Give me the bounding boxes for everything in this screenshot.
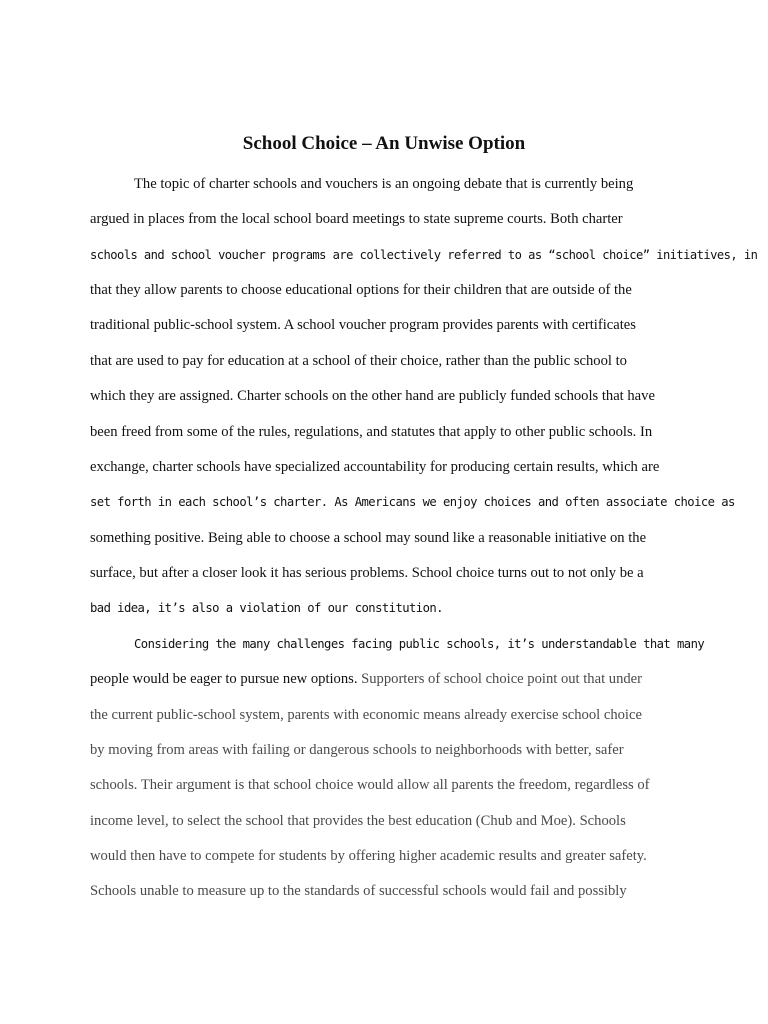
paragraph-1-line-1: The topic of charter schools and vouchers is an ongoing debate that is currently being — [134, 176, 634, 192]
paragraph-2-line-5: schools. Their argument is that school choice would allow all parents the freedom, regardless of — [90, 777, 650, 793]
paragraph-2-line-3: the current public-school system, parents with economic means already exercise school choice — [90, 707, 642, 723]
paragraph-2-line-7: would then have to compete for students by offering higher academic results and greater safety. — [90, 848, 647, 864]
paragraph-1-line-12: surface, but after a closer look it has serious problems. School choice turns out to not only be a — [90, 565, 644, 581]
paragraph-2-line-2-start: people would be eager to pursue new options. — [90, 671, 362, 687]
paragraph-1-line-8: been freed from some of the rules, regulations, and statutes that apply to other public schools. In — [90, 424, 653, 440]
paragraph-1-line-4: that they allow parents to choose educational options for their children that are outside of the — [90, 282, 632, 298]
paragraph-2-line-2-end: Supporters of school choice point out that under — [361, 671, 643, 687]
paragraph-1-line-7: which they are assigned. Charter schools on the other hand are publicly funded schools that have — [90, 388, 655, 404]
document-title: School Choice – An Unwise Option — [242, 133, 526, 154]
paragraph-1-line-6: that are used to pay for education at a school of their choice, rather than the public school to — [90, 353, 627, 369]
paragraph-2-line-8: Schools unable to measure up to the standards of successful schools would fail and possibly — [90, 883, 627, 899]
paragraph-1-line-5: traditional public-school system. A school voucher program provides parents with certificates — [90, 317, 636, 333]
paragraph-2-line-1: Considering the many challenges facing public schools, it’s understandable that many — [134, 637, 705, 651]
paragraph-1-line-2: argued in places from the local school board meetings to state supreme courts. Both charter — [90, 211, 623, 227]
paragraph-1-line-9: exchange, charter schools have specialized accountability for producing certain results, which are — [90, 459, 660, 475]
paragraph-1-line-10: set forth in each school’s charter. As Americans we enjoy choices and often associate choice as — [90, 495, 735, 509]
paragraph-1-line-3: schools and school voucher programs are collectively referred to as “school choice” initiatives, in — [90, 248, 758, 262]
paragraph-1-line-11: something positive. Being able to choose a school may sound like a reasonable initiative on the — [90, 530, 647, 546]
paragraph-2-line-4: by moving from areas with failing or dangerous schools to neighborhoods with better, safer — [90, 742, 624, 758]
paragraph-2-line-2 — [90, 669, 642, 689]
paragraph-2-line-6: income level, to select the school that provides the best education (Chub and Moe). Schools — [90, 813, 626, 829]
paragraph-1-line-13: bad idea, it’s also a violation of our constitution. — [90, 601, 443, 615]
